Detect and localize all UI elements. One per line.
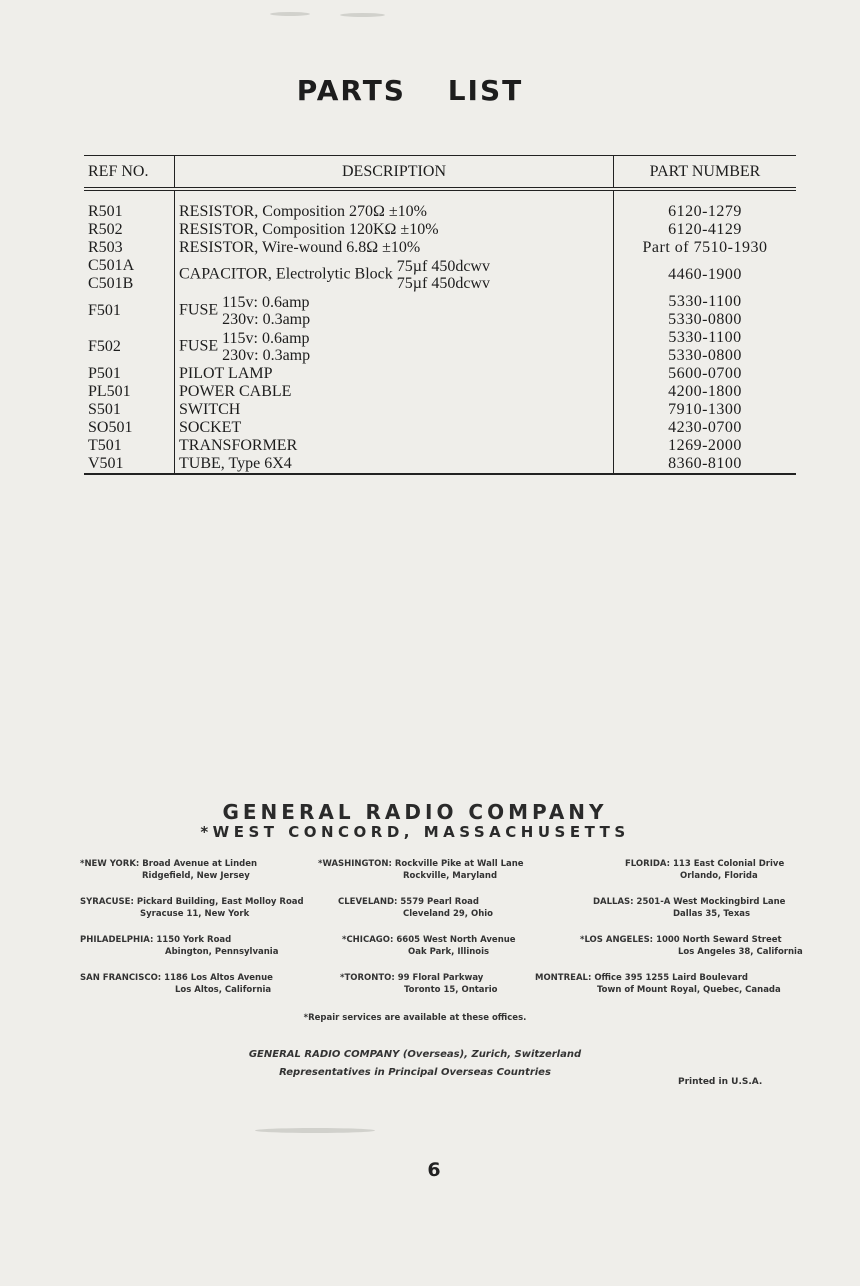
ref-cell: F501: [88, 302, 121, 319]
scan-smudge: [340, 13, 385, 17]
ref-cell: F502: [88, 338, 121, 355]
office-line: Dallas 35, Texas: [673, 909, 751, 919]
header-part-number: PART NUMBER: [614, 156, 797, 190]
table-row: [84, 329, 796, 365]
office-entry: [342, 934, 516, 958]
table-row: [84, 257, 796, 293]
table-row: [84, 239, 796, 257]
part-number-cell: 6120-4129: [668, 221, 742, 238]
header-description: DESCRIPTION: [175, 156, 614, 190]
office-line: 1150 York Road: [156, 935, 232, 945]
table-row: [84, 203, 796, 221]
office-entry: [338, 896, 493, 920]
office-line: Abington, Pennsylvania: [165, 947, 279, 957]
office-line: 99 Floral Parkway: [397, 973, 484, 983]
description-cell: [175, 329, 614, 365]
scan-smudge: [255, 1128, 375, 1133]
description-cell: POWER CABLE: [175, 383, 614, 401]
part-number-cell: Part of 7510-1930: [642, 239, 768, 256]
office-label: CLEVELAND:: [338, 897, 398, 907]
page-title: PARTS LIST: [296, 74, 524, 107]
office-line: Los Angeles 38, California: [678, 947, 803, 957]
office-entry: [340, 972, 498, 996]
ref-cell: R501: [88, 203, 123, 220]
office-entry: [535, 972, 781, 996]
description-cell: RESISTOR, Composition 270Ω ±10%: [175, 203, 614, 221]
office-line: Toronto 15, Ontario: [404, 985, 498, 995]
office-line: Rockville, Maryland: [403, 871, 498, 881]
office-line: Syracuse 11, New York: [140, 909, 250, 919]
office-entry: [80, 934, 278, 958]
office-label: *CHICAGO:: [342, 935, 394, 945]
part-number-line: 5330-1100: [668, 329, 742, 346]
office-line: Ridgefield, New Jersey: [142, 871, 250, 881]
part-number-line: 5330-0800: [668, 311, 742, 328]
office-line: Pickard Building, East Molloy Road: [136, 897, 304, 907]
office-label: SAN FRANCISCO:: [80, 973, 162, 983]
office-entry: [318, 858, 524, 882]
description-cell: SOCKET: [175, 419, 614, 437]
office-label: DALLAS:: [593, 897, 634, 907]
table-row: [84, 221, 796, 239]
part-number-cell: 6120-1279: [668, 203, 742, 220]
office-line: 113 East Colonial Drive: [673, 859, 785, 869]
description-text: FUSE: [179, 301, 219, 319]
ref-cell: R502: [88, 221, 123, 238]
description-cell: [175, 293, 614, 329]
parts-table: [84, 155, 796, 475]
description-cell: RESISTOR, Composition 120KΩ ±10%: [175, 221, 614, 239]
description-cell: TUBE, Type 6X4: [175, 455, 614, 474]
office-entry: [80, 858, 257, 882]
ref-cell-line: C501A: [88, 257, 135, 274]
overseas-line: GENERAL RADIO COMPANY (Overseas), Zurich, Switzerland: [248, 1049, 582, 1060]
table-row: [84, 401, 796, 419]
overseas-line: Representatives in Principal Overseas Countries: [279, 1067, 551, 1078]
ref-cell: SO501: [88, 419, 133, 436]
office-line: Los Altos, California: [175, 985, 272, 995]
part-number-line: 5330-1100: [668, 293, 742, 310]
office-line: Town of Mount Royal, Quebec, Canada: [597, 985, 781, 995]
rating-line: 115v: 0.6amp: [222, 330, 310, 347]
description-cell: [175, 257, 614, 293]
rating-line: 230v: 0.3amp: [222, 347, 311, 364]
ref-cell: S501: [88, 401, 121, 418]
part-number-cell: [614, 329, 797, 365]
table-row: [84, 455, 796, 474]
part-number-cell: 1269-2000: [668, 437, 742, 454]
office-line: 1000 North Seward Street: [656, 935, 782, 945]
capacitor-ratings: [397, 258, 490, 292]
ref-cell: T501: [88, 437, 122, 454]
rating-line: 115v: 0.6amp: [222, 294, 310, 311]
fuse-ratings: [222, 294, 310, 328]
description-cell: SWITCH: [175, 401, 614, 419]
office-label: *TORONTO:: [340, 973, 395, 983]
part-number-cell: 4460-1900: [668, 266, 742, 283]
repair-note: *Repair services are available at these offices.: [303, 1013, 527, 1023]
description-cell: TRANSFORMER: [175, 437, 614, 455]
part-number-cell: 7910-1300: [668, 401, 742, 418]
office-label: FLORIDA:: [625, 859, 671, 869]
office-label: *WASHINGTON:: [318, 859, 392, 869]
office-line: 6605 West North Avenue: [396, 935, 516, 945]
table-header-row: [84, 156, 796, 190]
table-row: [84, 383, 796, 401]
description-cell: RESISTOR, Wire-wound 6.8Ω ±10%: [175, 239, 614, 257]
offices-list: [80, 858, 803, 1010]
office-label: PHILADELPHIA:: [80, 935, 154, 945]
part-number-cell: 5600-0700: [668, 365, 742, 382]
part-number-cell: [614, 293, 797, 329]
office-line: 1186 Los Altos Avenue: [164, 973, 273, 983]
office-line: Cleveland 29, Ohio: [403, 909, 494, 919]
part-number-cell: 4230-0700: [668, 419, 742, 436]
fuse-ratings: [222, 330, 310, 364]
office-entry: [580, 934, 803, 958]
ref-cell-line: C501B: [88, 275, 134, 292]
description-text: FUSE: [179, 337, 219, 355]
printed-in-note: Printed in U.S.A.: [678, 1077, 763, 1087]
rating-line: 75µf 450dcwv: [396, 275, 490, 292]
ref-cell: V501: [84, 455, 175, 474]
table-row: [84, 365, 796, 383]
ref-cell: R503: [88, 239, 123, 256]
description-text: CAPACITOR, Electrolytic Block: [179, 265, 393, 283]
company-address: *WEST CONCORD, MASSACHUSETTS: [200, 823, 630, 841]
ref-cell: PL501: [88, 383, 131, 400]
ref-cell: [84, 257, 175, 293]
office-line: Orlando, Florida: [680, 871, 758, 881]
part-number-line: 5330-0800: [668, 347, 742, 364]
table-row: [84, 293, 796, 329]
office-line: Rockville Pike at Wall Lane: [394, 859, 524, 869]
office-line: 2501-A West Mockingbird Lane: [636, 897, 786, 907]
part-number-cell: 8360-8100: [614, 455, 797, 474]
office-entry: [593, 896, 785, 920]
table-row: [84, 437, 796, 455]
page-number: 6: [427, 1159, 441, 1181]
office-label: SYRACUSE:: [80, 897, 134, 907]
table-row: [84, 419, 796, 437]
office-line: Office 395 1255 Laird Boulevard: [594, 973, 749, 983]
office-entry: [80, 896, 304, 920]
office-entry: [625, 858, 784, 882]
office-entry: [80, 972, 273, 996]
office-label: *NEW YORK:: [80, 859, 140, 869]
office-line: Oak Park, Illinois: [408, 947, 490, 957]
description-cell: PILOT LAMP: [175, 365, 614, 383]
office-line: Broad Avenue at Linden: [142, 859, 258, 869]
rating-line: 75µf 450dcwv: [396, 258, 490, 275]
part-number-cell: 4200-1800: [668, 383, 742, 400]
ref-cell: P501: [88, 365, 121, 382]
rating-line: 230v: 0.3amp: [222, 311, 311, 328]
scan-smudge: [270, 12, 310, 16]
office-label: MONTREAL:: [535, 973, 592, 983]
office-label: *LOS ANGELES:: [580, 935, 654, 945]
office-line: 5579 Pearl Road: [400, 897, 480, 907]
header-ref-no: REF NO.: [84, 156, 175, 190]
company-name: GENERAL RADIO COMPANY: [222, 800, 608, 824]
